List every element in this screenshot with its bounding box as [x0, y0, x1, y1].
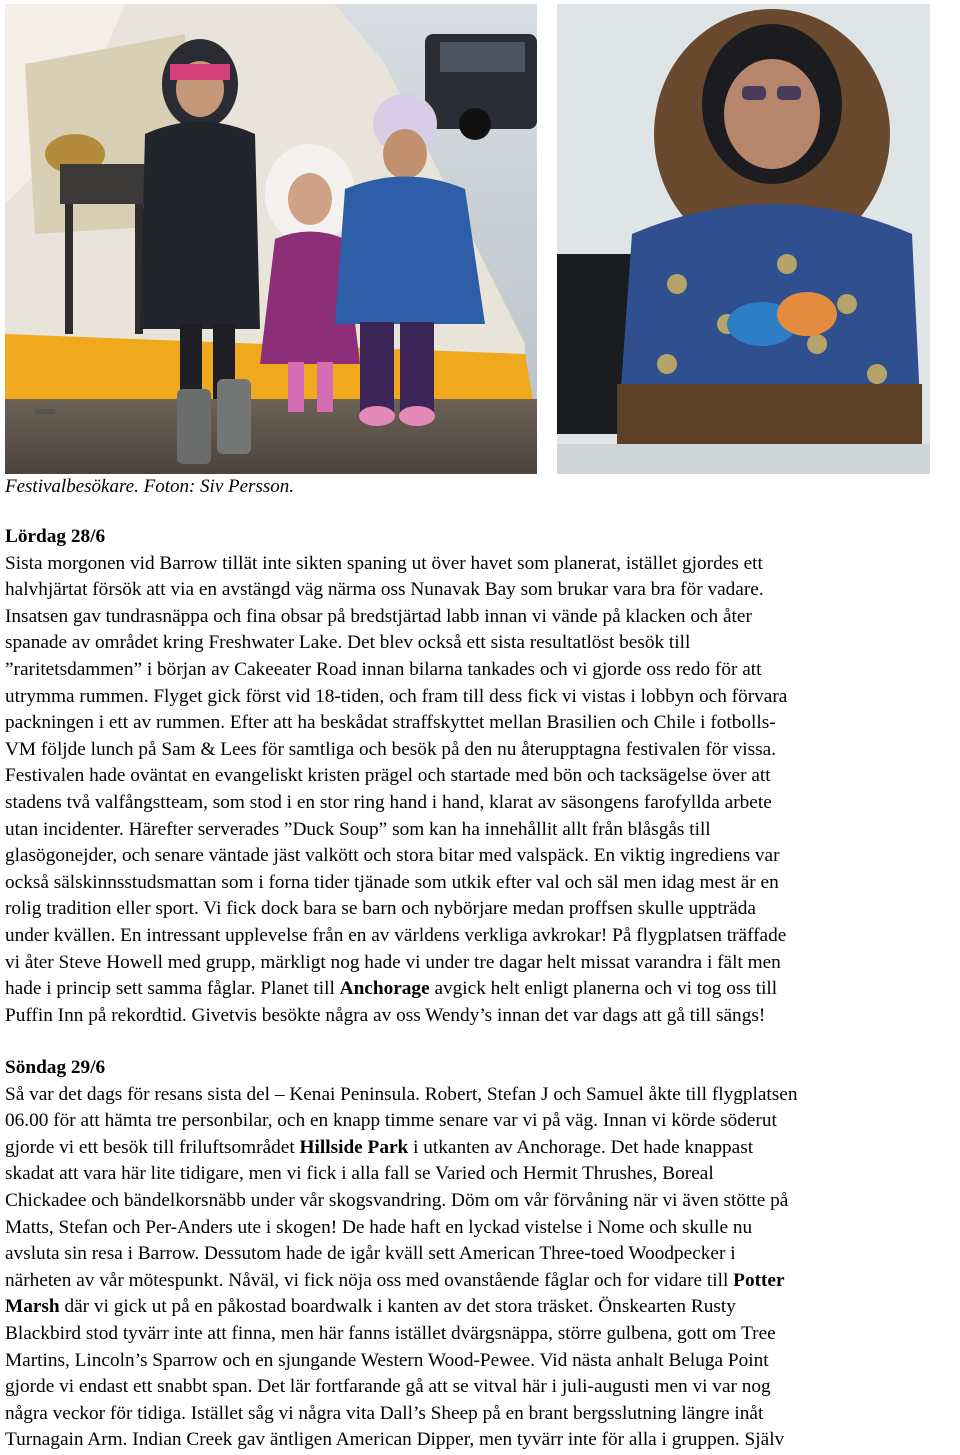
text-line — [5, 551, 957, 578]
text-line — [5, 657, 957, 684]
text-line — [5, 1215, 957, 1242]
text-run: avgick helt enligt planerna och vi tog oss till — [429, 978, 778, 1000]
bold-place-name: Potter — [733, 1269, 785, 1291]
text-run: där vi gick ut på en påkostad boardwalk i kanten av det stora träsket. Önskearten Rusty — [59, 1296, 736, 1318]
text-run: halvhjärtat försök att via en avstängd väg närma oss Nunavak Bay som brukar vara bra för vadare. — [5, 579, 764, 601]
text-line — [5, 630, 957, 657]
text-run: utrymma rummen. Flyget gick först vid 18-tiden, och fram till dess fick vi vistas i lobbyn och förvara — [5, 685, 788, 707]
text-line — [5, 1161, 957, 1188]
photo-caption: Festivalbesökare. Foton: Siv Persson. — [5, 476, 294, 497]
text-run: Insatsen gav tundrasnäppa och fina obsar på bredstjärtad labb innan vi vände på klacken och åter — [5, 605, 752, 627]
text-line — [5, 870, 957, 897]
text-run: hade i princip sett samma fåglar. Planet till — [5, 978, 340, 1000]
text-line — [5, 817, 957, 844]
text-line — [5, 896, 957, 923]
text-line — [5, 790, 957, 817]
text-line — [5, 1374, 957, 1401]
text-run: gjorde vi endast ett snabbt span. Det lär fortfarande gå att se vitval här i juli-augusti men vi var nog — [5, 1376, 771, 1398]
text-run: Martins, Lincoln’s Sparrow och en sjungande Western Wood-Pewee. Vid nästa anhalt Beluga Point — [5, 1349, 769, 1371]
text-line — [5, 843, 957, 870]
text-line — [5, 1188, 957, 1215]
text-run: ”raritetsdammen” i början av Cakeeater Road innan bilarna tankades och vi gjorde oss redo för att — [5, 658, 762, 680]
text-line — [5, 1082, 957, 1109]
text-line — [5, 684, 957, 711]
text-line — [5, 1268, 957, 1295]
text-run: gjorde vi ett besök till friluftsområdet — [5, 1136, 300, 1158]
section-body — [5, 1082, 957, 1454]
section-body — [5, 551, 957, 1030]
text-run: också sälskinnsstudsmattan som i forna tider tjänade som utkik efter val och säl men idag mest är en — [5, 871, 779, 893]
text-line — [5, 1241, 957, 1268]
text-line — [5, 1003, 957, 1030]
text-line — [5, 976, 957, 1003]
text-run: Chickadee och bändelkorsnäbb under vår skogsvandring. Döm om vår förvåning när vi även stötte på — [5, 1189, 789, 1211]
text-run: Turnagain Arm. Indian Creek gav äntligen American Dipper, men tyvärr inte för alla i gruppen. Själv — [5, 1429, 785, 1451]
text-run: Blackbird stod tyvärr inte att finna, men här fanns istället dvärgsnäppa, större gulbena, gott om Tree — [5, 1322, 776, 1344]
text-run: i utkanten av Anchorage. Det hade knappast — [408, 1136, 754, 1158]
text-line — [5, 763, 957, 790]
text-line — [5, 1108, 957, 1135]
text-run: avsluta sin resa i Barrow. Dessutom hade de igår kväll sett American Three-toed Woodpecker i — [5, 1243, 736, 1265]
bold-place-name: Hillside Park — [299, 1136, 409, 1158]
photo-elder-in-parka — [557, 4, 930, 474]
text-run: Sista morgonen vid Barrow tillät inte sikten spaning ut över havet som planerat, istället gjordes ett — [5, 552, 763, 574]
bold-place-name: Marsh — [5, 1296, 60, 1318]
section-heading: Söndag 29/6 — [5, 1057, 106, 1078]
text-run: VM följde lunch på Sam & Lees för samtliga och besök på den nu återupptagna festivalen för vissa. — [5, 738, 777, 760]
text-line — [5, 1401, 957, 1428]
text-run: packningen i ett av rummen. Efter att ha beskådat straffskyttet mellan Brasilien och Chile i fotbolls- — [5, 712, 776, 734]
text-run: vi åter Steve Howell med grupp, märkligt nog hade vi under tre dagar helt missat varandra i fält men — [5, 951, 781, 973]
text-line — [5, 577, 957, 604]
text-line — [5, 710, 957, 737]
text-line — [5, 950, 957, 977]
text-run: skadat att vara här lite tidigare, men vi fick i alla fall se Varied och Hermit Thrushes, Boreal — [5, 1163, 714, 1185]
text-run: Puffin Inn på rekordtid. Givetvis besökte några av oss Wendy’s innan det var dags att gå till sängs! — [5, 1004, 766, 1026]
text-line — [5, 1321, 957, 1348]
photo-row — [0, 0, 960, 478]
text-run: stadens två valfångstteam, som stod i en stor ring hand i hand, klarat av säsongens farofyllda arbete — [5, 791, 772, 813]
bold-place-name: Anchorage — [339, 978, 430, 1000]
text-run: Festivalen hade oväntat en evangeliskt kristen prägel och startade med bön och tacksägelse över att — [5, 765, 771, 787]
text-run: rolig tradition eller sport. Vi fick dock bara se barn och nybörjare medan proffsen skulle uppträda — [5, 898, 756, 920]
text-run: spanade av området kring Freshwater Lake. Det blev också ett sista resultatlöst besök till — [5, 632, 691, 654]
text-line — [5, 923, 957, 950]
text-line — [5, 1427, 957, 1454]
text-line — [5, 1348, 957, 1375]
text-run: under kvällen. En intressant upplevelse från en av världens verkliga avkrokar! På flygplatsen träffade — [5, 924, 787, 946]
text-run: Matts, Stefan och Per-Anders ute i skogen! De hade haft en lyckad vistelse i Nome och skulle nu — [5, 1216, 753, 1238]
text-run: några veckor för tidiga. Istället såg vi några vita Dall’s Sheep på en brant bergsslutning längre inåt — [5, 1402, 764, 1424]
text-line — [5, 604, 957, 631]
text-line — [5, 1294, 957, 1321]
text-run: närheten av vår mötespunkt. Nåväl, vi fick nöja oss med ovanstående fåglar och for vidare till — [5, 1269, 734, 1291]
section-heading: Lördag 28/6 — [5, 526, 106, 547]
text-run: utan incidenter. Härefter serverades ”Duck Soup” som kan ha innehållit allt från blåsgås till — [5, 818, 711, 840]
text-line — [5, 737, 957, 764]
section-saturday — [5, 524, 957, 1029]
photo-children-at-tent — [5, 4, 537, 474]
text-run: Så var det dags för resans sista del – Kenai Peninsula. Robert, Stefan J och Samuel åkte till flygplatsen — [5, 1083, 798, 1105]
text-run: glasögonejder, och senare väntade jäst valkött och stora bitar med valspäck. En viktig ingrediens var — [5, 845, 780, 867]
text-run: 06.00 för att hämta tre personbilar, och en knapp timme senare var vi på väg. Innan vi körde söderut — [5, 1110, 777, 1132]
section-sunday — [5, 1055, 957, 1454]
text-line — [5, 1135, 957, 1162]
